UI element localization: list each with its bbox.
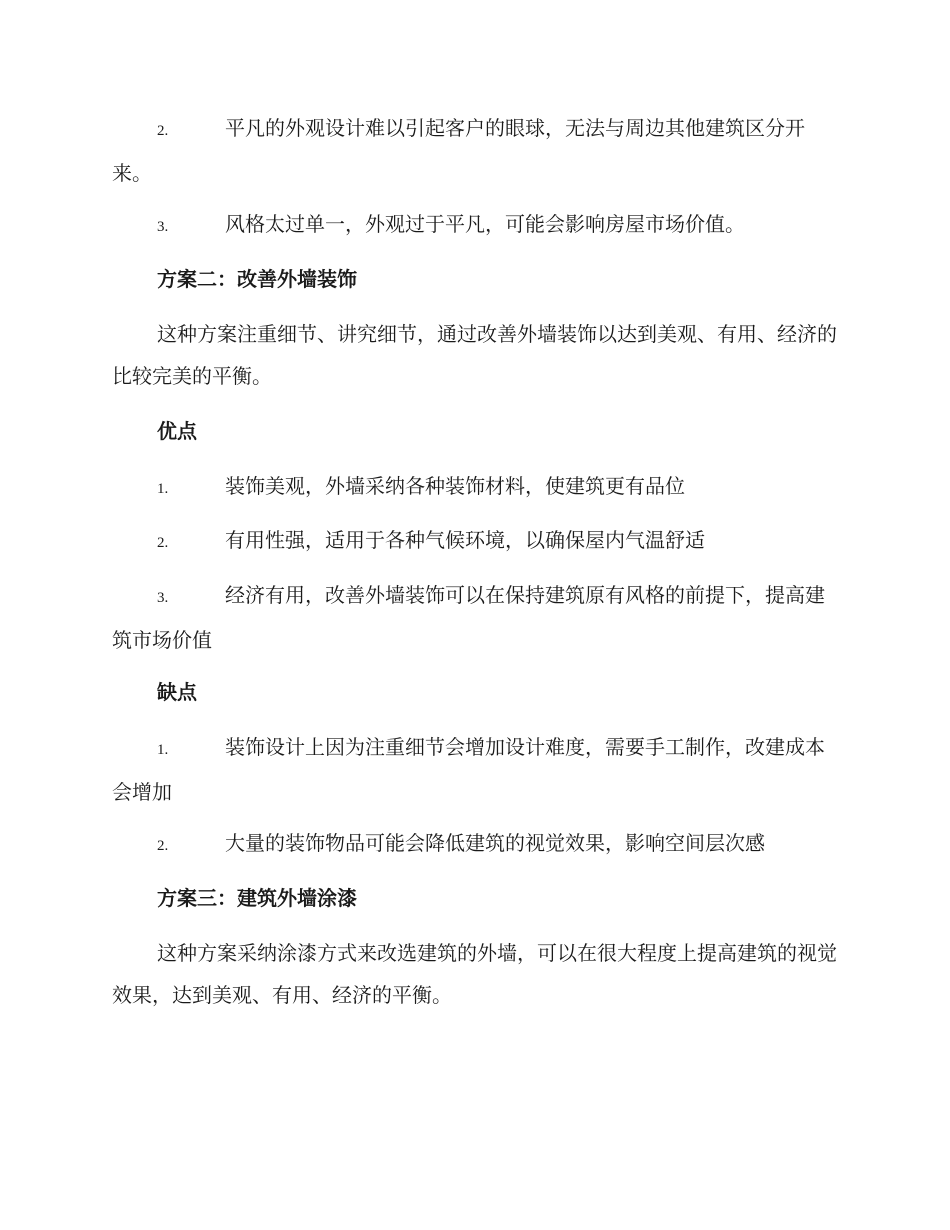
- subsection-heading: 缺点: [157, 680, 197, 704]
- list-text: 装饰美观，外墙采纳各种装饰材料，使建筑更有品位: [225, 474, 685, 498]
- list-item: [112, 519, 837, 564]
- list-item: [112, 726, 837, 813]
- list-number: 3.: [157, 219, 169, 235]
- list-item: [112, 822, 837, 867]
- list-number: 1.: [157, 742, 169, 758]
- body-paragraph: 这种方案注重细节、讲究细节，通过改善外墙装饰以达到美观、有用、经济的比较完美的平衡。: [112, 322, 837, 388]
- subsection-heading: 优点: [157, 419, 197, 443]
- list-text: 有用性强，适用于各种气候环境，以确保屋内气温舒适: [225, 528, 705, 552]
- list-item: [112, 203, 837, 248]
- section-heading: 方案二：改善外墙装饰: [157, 267, 357, 291]
- list-text: 平凡的外观设计难以引起客户的眼球，无法与周边其他建筑区分开来。: [112, 116, 805, 185]
- list-number: 3.: [157, 590, 169, 606]
- list-text: 大量的装饰物品可能会降低建筑的视觉效果，影响空间层次感: [225, 831, 765, 855]
- list-text: 装饰设计上因为注重细节会增加设计难度，需要手工制作，改建成本会增加: [112, 735, 825, 804]
- list-text: 经济有用，改善外墙装饰可以在保持建筑原有风格的前提下，提高建筑市场价值: [112, 583, 825, 652]
- section-heading: 方案三：建筑外墙涂漆: [157, 886, 357, 910]
- list-number: 1.: [157, 481, 169, 497]
- list-item: [112, 574, 837, 661]
- list-item: [112, 107, 837, 194]
- list-number: 2.: [157, 123, 169, 139]
- list-text: 风格太过单一，外观过于平凡，可能会影响房屋市场价值。: [225, 212, 745, 236]
- body-paragraph: 这种方案采纳涂漆方式来改选建筑的外墙，可以在很大程度上提高建筑的视觉效果，达到美观、有用、经济的平衡。: [112, 941, 837, 1007]
- list-item: [112, 465, 837, 510]
- list-number: 2.: [157, 535, 169, 551]
- list-number: 2.: [157, 838, 169, 854]
